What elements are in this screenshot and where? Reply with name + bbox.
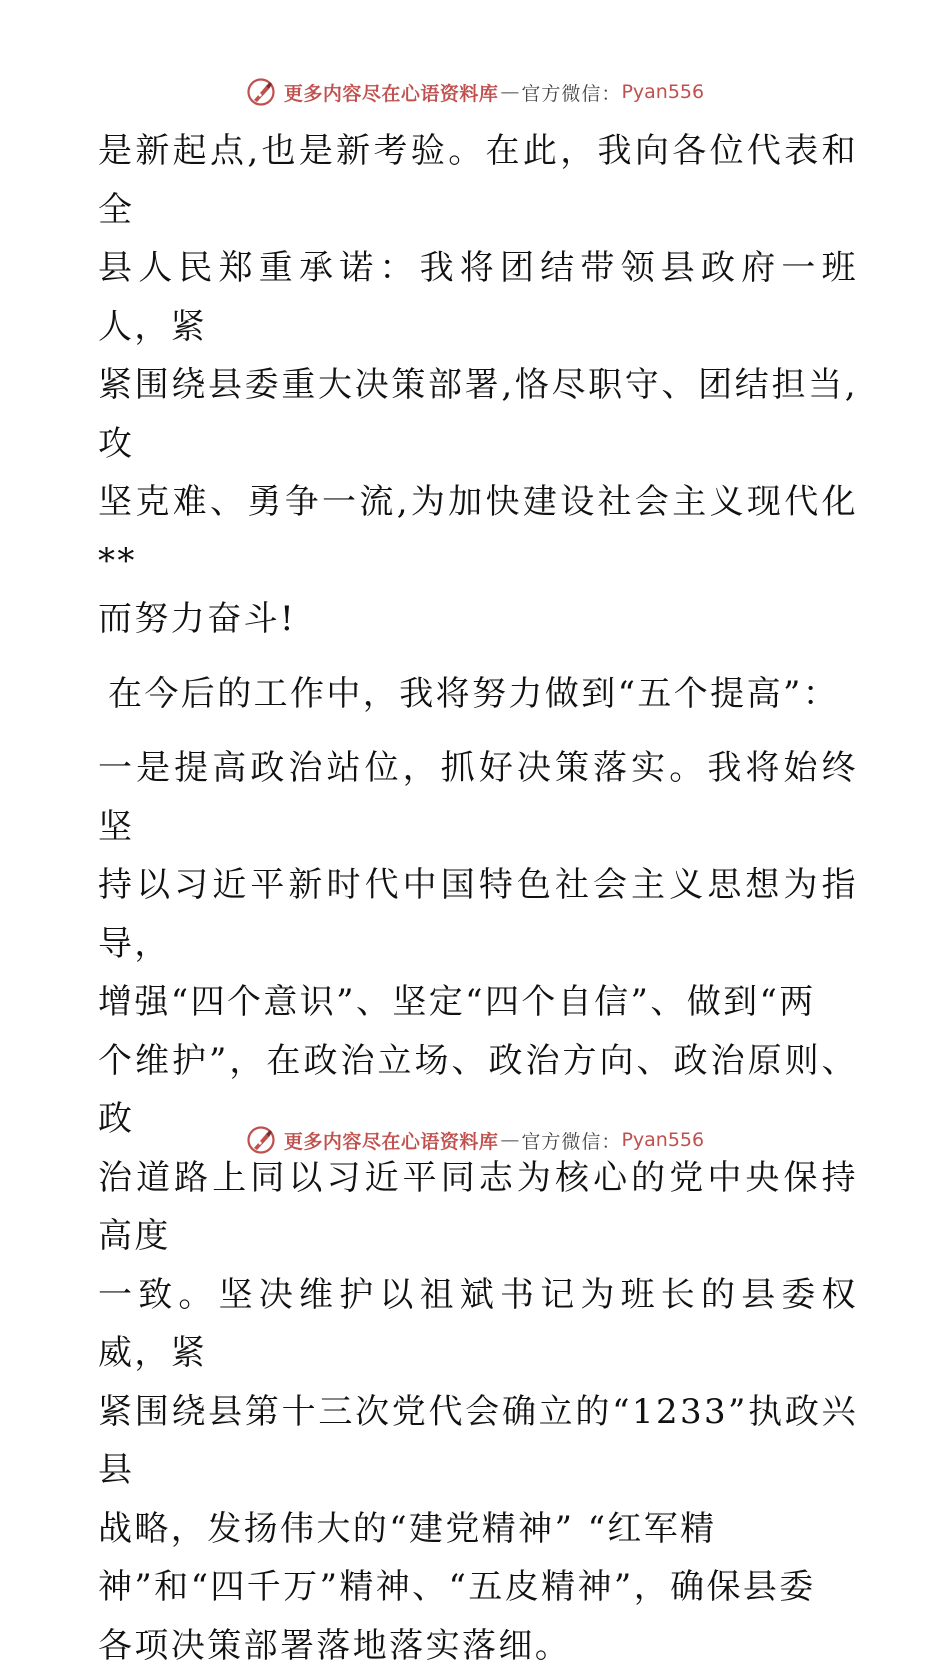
text-line: 个维护”，在政治立场、政治方向、政治原则、政 (98, 1032, 858, 1149)
text-line: 各项决策部署落地落实落细。 (98, 1617, 858, 1675)
banner-promo-text: 更多内容尽在心语资料库 (284, 79, 499, 106)
text-line: 县人民郑重承诺：我将团结带领县政府一班人，紧 (98, 239, 858, 356)
text-line: 坚克难、勇争一流,为加快建设社会主义现代化** (98, 473, 858, 590)
banner-separator: — (500, 81, 519, 103)
text-line: 紧围绕县委重大决策部署,恪尽职守、团结担当,攻 (98, 356, 858, 473)
paragraph-political-standing (98, 739, 858, 1675)
banner-promo-text: 更多内容尽在心语资料库 (284, 1127, 499, 1154)
text-line: 一致。坚决维护以祖斌书记为班长的县委权威，紧 (98, 1266, 858, 1383)
banner-wechat-label: 官方微信： (521, 1127, 621, 1154)
banner-wechat-id: Pyan556 (621, 81, 704, 103)
paragraph-five-improvements-intro (98, 665, 858, 724)
text-line: 紧围绕县第十三次党代会确立的“1233”执政兴县 (98, 1383, 858, 1500)
text-line: 而努力奋斗! (98, 590, 858, 649)
header-banner (0, 72, 950, 112)
pen-nib-logo-icon (246, 1125, 276, 1155)
text-line: 战略，发扬伟大的“建党精神” “红军精 (98, 1500, 858, 1559)
text-line: 神”和“四千万”精神、“五皮精神”，确保县委 (98, 1558, 858, 1617)
text-line: 增强“四个意识”、坚定“四个自信”、做到“两 (98, 973, 858, 1032)
text-line: 持以习近平新时代中国特色社会主义思想为指导， (98, 856, 858, 973)
banner-wechat-label: 官方微信： (521, 79, 621, 106)
text-line: 是新起点,也是新考验。在此，我向各位代表和全 (98, 122, 858, 239)
document-body (98, 122, 858, 1675)
footer-banner (0, 1120, 950, 1160)
text-line: 治道路上同以习近平同志为核心的党中央保持高度 (98, 1149, 858, 1266)
text-line: 一是提高政治站位，抓好决策落实。我将始终坚 (98, 739, 858, 856)
banner-separator: — (500, 1129, 519, 1151)
text-line: 在今后的工作中，我将努力做到“五个提高”： (108, 665, 858, 724)
paragraph-commitment (98, 122, 858, 649)
banner-wechat-id: Pyan556 (621, 1129, 704, 1151)
pen-nib-logo-icon (246, 77, 276, 107)
